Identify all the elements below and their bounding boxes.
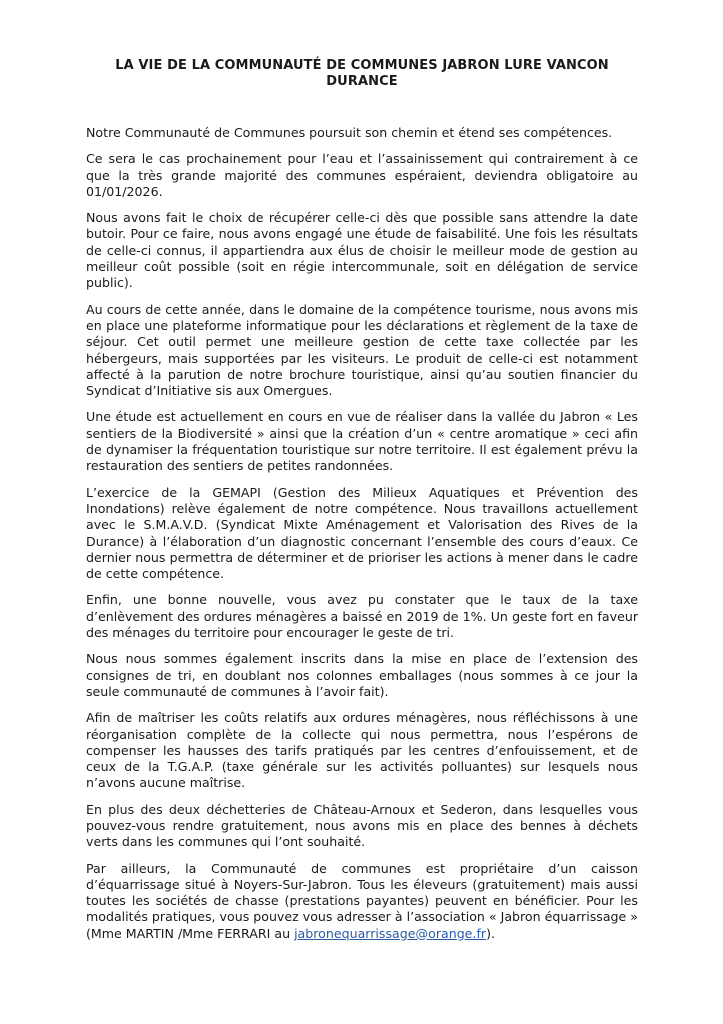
paragraph-biodiversity: Une étude est actuellement en cours en vue de réaliser dans la vallée du Jabron « Les sentiers de la Biodiversité » ainsi que la création d’un « centre aromatique » ceci afin de dynamiser la fréquentation touristique sur notre territoire. Il est également prévu la restauration des sentiers de petites randonnées. <box>86 409 638 474</box>
paragraph-costs: Afin de maîtriser les coûts relatifs aux ordures ménagères, nous réfléchissons à une réorganisation complète de la collecte qui nous permettra, nous l’espérons de compenser les hausses des tarifs pratiqués par les centres d’enfouissement, et de ceux de la T.G.A.P. (taxe générale sur les activités polluantes) sur lesquels nous n’avons aucune maîtrise. <box>86 710 638 791</box>
paragraph-tax: Enfin, une bonne nouvelle, vous avez pu constater que le taux de la taxe d’enlèvement des ordures ménagères a baissé en 2019 de 1%. Un geste fort en faveur des ménages du territoire pour encourager le geste de tri. <box>86 592 638 641</box>
paragraph-tourism: Au cours de cette année, dans le domaine de la compétence tourisme, nous avons mis en place une plateforme informatique pour les déclarations et règlement de la taxe de séjour. Cet outil permet une meilleure gestion de cette taxe collectée par les hébergeurs, mais supportées par les visiteurs. Le produit de celle-ci est notamment affecté à la parution de notre brochure touristique, ainsi qu’au soutien financier du Syndicat d’Initiative sis aux Omergues. <box>86 301 638 399</box>
paragraph-rendering <box>86 861 638 942</box>
email-link[interactable]: jabronequarrissage@orange.fr <box>294 925 487 941</box>
paragraph-intro: Notre Communauté de Communes poursuit son chemin et étend ses compétences. <box>86 125 613 140</box>
paragraph-recycling-centers: En plus des deux déchetteries de Château-Arnoux et Sederon, dans lesquelles vous pouvez-vous rendre gratuitement, nous avons mis en place des bennes à déchets verts dans les communes qui l’ont souhaité. <box>86 801 638 850</box>
rendering-text: Par ailleurs, la Communauté de communes est propriétaire d’un caisson d’équarrissage situé à Noyers-Sur-Jabron. Tous les éleveurs (gratuitement) mais aussi toutes les sociétés de chasse (prestations payantes) peuvent en bénéficier. Pour les modalités pratiques, vous pouvez vous adresser à l’association « Jabron équarrissage » (Mme MARTIN /Mme FERRARI au <box>86 860 638 941</box>
document-page <box>86 58 638 952</box>
document-title: LA VIE DE LA COMMUNAUTÉ DE COMMUNES JABRON LURE VANCON DURANCE <box>115 58 609 89</box>
paragraph-gemapi: L’exercice de la GEMAPI (Gestion des Milieux Aquatiques et Prévention des Inondations) relève également de notre compétence. Nous travaillons actuellement avec le S.M.A.V.D. (Syndicat Mixte Aménagement et Valorisation des Rives de la Durance) à l’élaboration d’un diagnostic concernant l’ensemble des cours d’eaux. Ce dernier nous permettra de déterminer et de prioriser les actions à mener dans le cadre de cette compétence. <box>86 484 638 582</box>
rendering-suffix: ). <box>486 925 495 941</box>
paragraph-water: Ce sera le cas prochainement pour l’eau et l’assainissement qui contrairement à ce que la très grande majorité des communes espéraient, deviendra obligatoire au 01/01/2026. <box>86 151 638 199</box>
paragraph-feasibility: Nous avons fait le choix de récupérer celle-ci dès que possible sans attendre la date butoir. Pour ce faire, nous avons engagé une étude de faisabilité. Une fois les résultats de celle-ci connus, il appartiendra aux élus de choisir le meilleur mode de gestion au meilleur coût possible (soit en régie intercommunale, soit en délégation de service public). <box>86 210 638 291</box>
paragraph-sorting: Nous nous sommes également inscrits dans la mise en place de l’extension des consignes de tri, en doublant nos colonnes emballages (nous sommes à ce jour la seule communauté de communes à l’avoir fait). <box>86 651 638 699</box>
